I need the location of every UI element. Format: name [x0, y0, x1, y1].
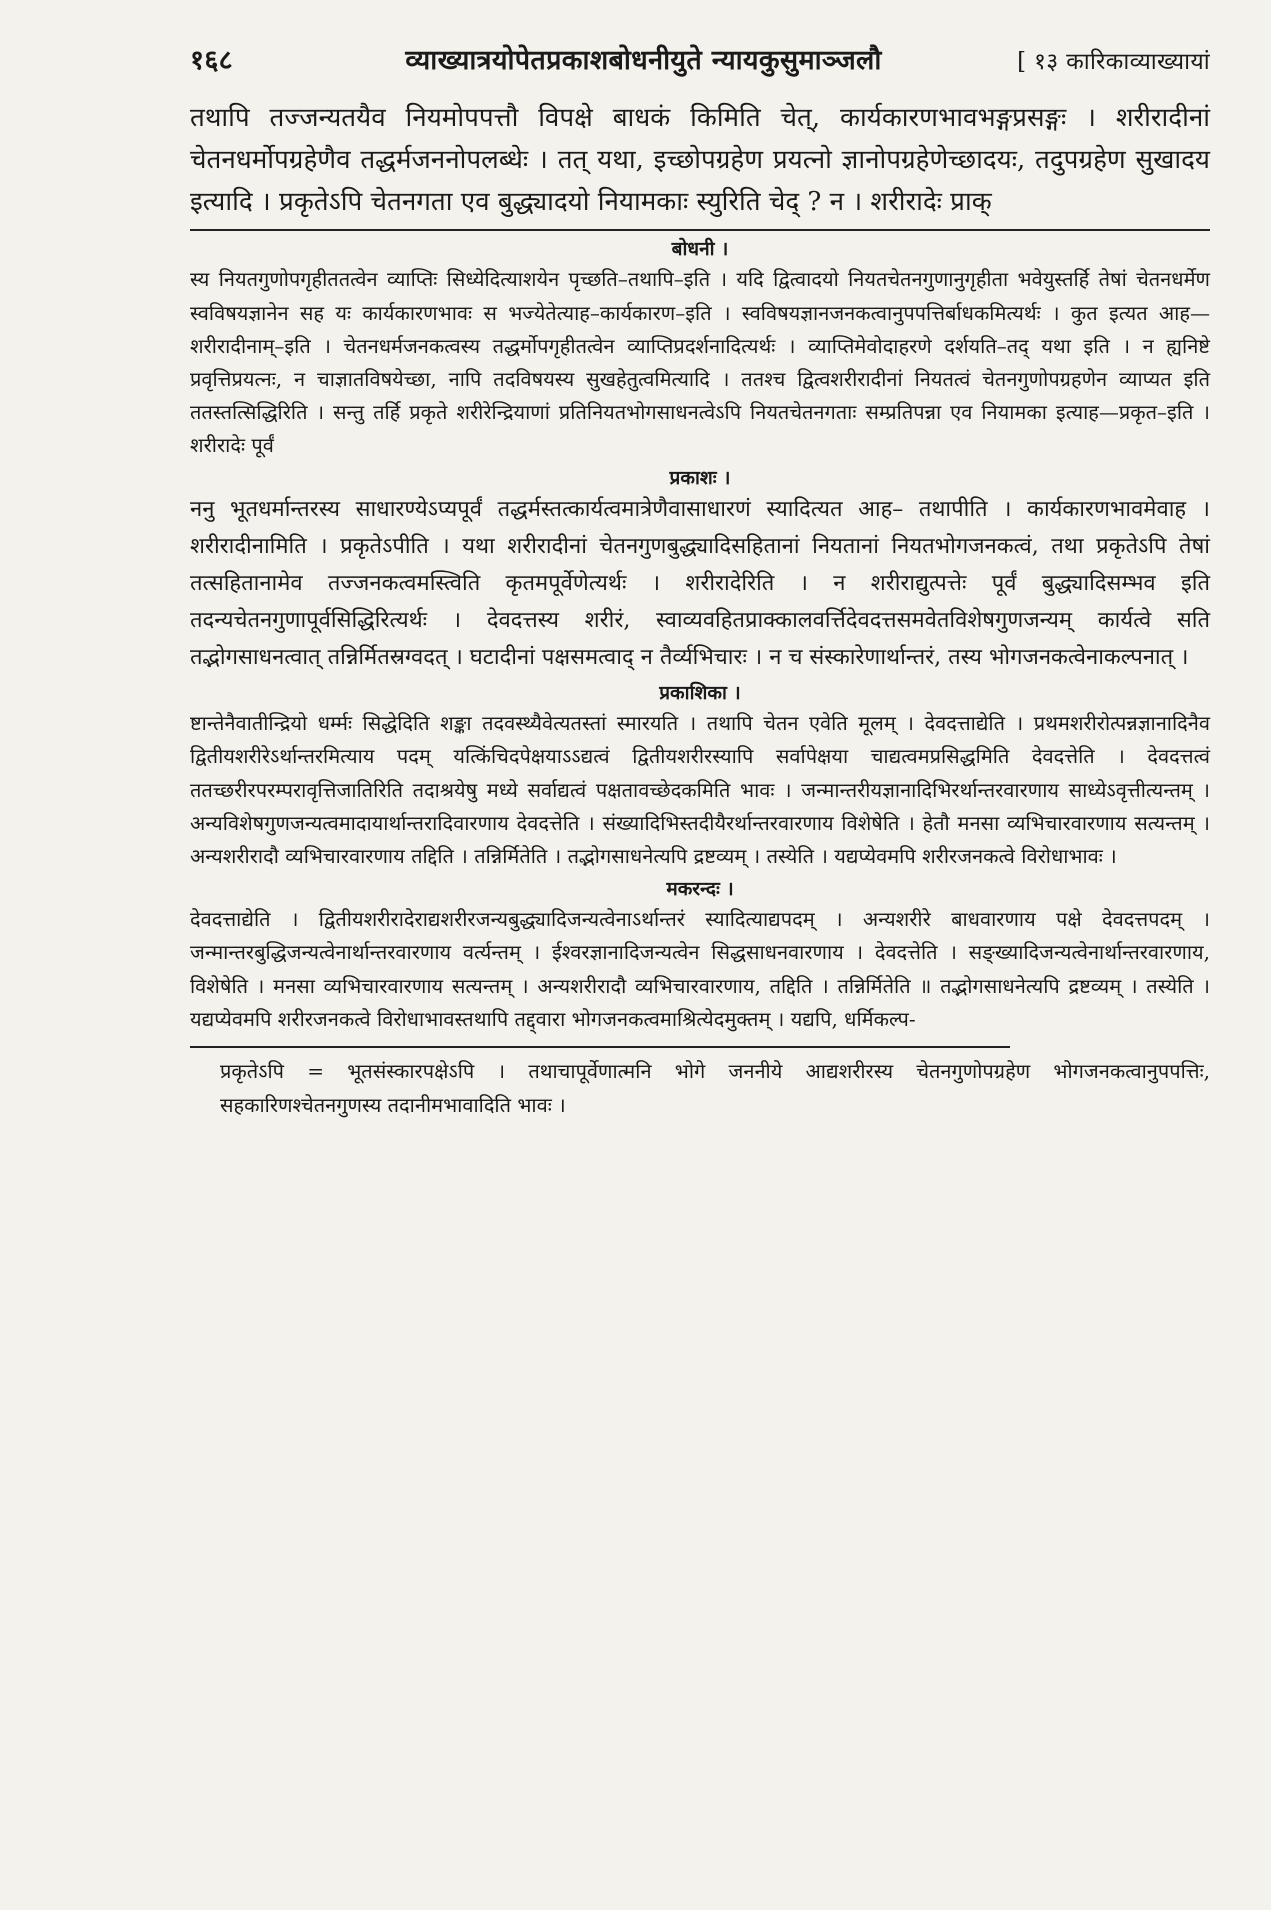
makaranda-text: देवदत्ताद्येति । द्वितीयशरीरादेराद्यशरीरजन्यबुद्ध्यादिजन्यत्वेनाऽर्थान्तरं स्यादित्याद्यपदम् । अन्यशरीरे बाधवारणाय पक्षे देवदत्तपदम् । जन्मान्तरबुद्धिजन्यत्वेनार्थान्तरवारणाय वर्त्यन्तम् । ईश्वरज्ञानादिजन्यत्वेन सिद्धसाधनवारणाय । देवदत्तेति । सङ्ख्यादिजन्यत्वेनार्थान्तरवारणाय, विशेषेति । मनसा व्यभिचारवारणाय सत्यन्तम् । अन्यशरीरादौ व्यभिचारवारणाय, तद्दिति । तन्निर्मितेति ॥ तद्भोगसाधनेत्यपि द्रष्टव्यम् । तस्येति । यद्यप्येवमपि शरीरजनकत्वे विरोधाभावस्तथापि तद्द्वारा भोगजनकत्वमाश्रित्येदमुक्तम् । यद्यपि, धर्मिकल्प- [190, 907, 1210, 1031]
book-title: व्याख्यात्रयोपेतप्रकाशबोधनीयुते न्यायकुसुमाञ्जलौ [405, 45, 882, 76]
section-label: [ १३ कारिकाव्याख्यायां [1017, 49, 1210, 75]
prakasha-text: ननु भूतधर्मान्तरस्य साधारण्येऽप्यपूर्वं तद्धर्मस्तत्कार्यत्वमात्रेणैवासाधारणं स्यादित्यत आह– तथापीति । कार्यकारणभावमेवाह । शरीरादीनामिति । प्रकृतेऽपीति । यथा शरीरादीनां चेतनगुणबुद्ध्यादिसहितानां नियतानां नियतभोगजनकत्वं, तथा प्रकृतेऽपि तेषां तत्सहितानामेव तज्जनकत्वमस्त्विति कृतमपूर्वेणेत्यर्थः । शरीरादेरिति । न शरीराद्युत्पत्तेः पूर्वं बुद्ध्यादिसम्भव इति तदन्यचेतनगुणापूर्वसिद्धिरित्यर्थः । देवदत्तस्य शरीरं, स्वाव्यवहितप्राक्कालवर्त्तिदेवदत्तसमवेतविशेषगुणजन्यम् कार्यत्वे सति तद्भोगसाधनत्वात् तन्निर्मितस्रग्वदत् । घटादीनां पक्षसमत्वाद् न तैर्व्यभिचारः । न च संस्कारेणार्थान्तरं, तस्य भोगजनकत्वेनाकल्पनात् । [190, 497, 1210, 671]
footnote: प्रकृतेऽपि = भूतसंस्कारपक्षेऽपि । तथाचापूर्वेणात्मनि भोगे जननीये आद्यशरीरस्य चेतनगुणोपग्रहेण भोगजनकत्वानुपपत्तिः, सहकारिणश्चेतनगुणस्य तदानीमभावादिति भावः । [220, 1058, 1210, 1117]
page [190, 40, 1210, 1122]
prakasha-heading: प्रकाशः । [669, 467, 731, 490]
prakashika-heading: प्रकाशिका । [659, 682, 741, 705]
bodhani-text: स्य नियतगुणोपगृहीततत्वेन व्याप्तिः सिध्येदित्याशयेन पृच्छति–तथापि–इति । यदि द्वित्वादयो नियतचेतनगुणानुगृहीता भवेयुस्तर्हि तेषां चेतनधर्मेण स्वविषयज्ञानेन सह यः कार्यकारणभावः स भज्येतेत्याह–कार्यकारण–इति । स्वविषयज्ञानजनकत्वानुपपत्तिर्बाधकमित्यर्थः । कुत इत्यत आह—शरीरादीनाम्–इति । चेतनधर्मजनकत्वस्य तद्धर्मोपगृहीतत्वेन व्याप्तिप्रदर्शनादित्यर्थः । व्याप्तिमेवोदाहरणे दर्शयति–तद् यथा इति । न ह्यनिष्टे प्रवृत्तिप्रयत्नः, न चाज्ञातविषयेच्छा, नापि तदविषयस्य सुखहेतुत्वमित्यादि । ततश्च द्वित्वशरीरादीनां नियतत्वं चेतनगुणोपग्रहणेन व्याप्यत इति ततस्तत्सिद्धिरिति । सन्तु तर्हि प्रकृते शरीरेन्द्रियाणां प्रतिनियतभोगसाधनत्वेऽपि नियतचेतनगताः सम्प्रतिपन्ना एव नियामका इत्याह—प्रकृत–इति । शरीरादेः पूर्वं [190, 267, 1210, 458]
prakashika-text: ष्टान्तेनैवातीन्द्रियो धर्म्मः सिद्धेदिति शङ्का तदवस्थ्यैवेत्यतस्तां स्मारयति । तथापि चेतन एवेति मूलम् । देवदत्ताद्येति । प्रथमशरीरोत्पन्नज्ञानादिनैव द्वितीयशरीरेऽर्थान्तरमित्याय पदम् यत्किंचिदपेक्षयाऽऽद्यत्वं द्वितीयशरीरस्यापि सर्वापेक्षया चाद्यत्वमप्रसिद्धमिति देवदत्तेति । देवदत्तत्वं ततच्छरीरपरम्परावृत्तिजातिरिति तदाश्रयेषु मध्ये सर्वाद्यत्वं पक्षतावच्छेदकमिति भावः । जन्मान्तरीयज्ञानादिभिरर्थान्तरवारणाय साध्येऽवृत्तीत्यन्तम् । अन्यविशेषगुणजन्यत्वमादायार्थान्तरादिवारणाय देवदत्तेति । संख्यादिभिस्तदीयैरर्थान्तरवारणाय विशेषेति । हेतौ मनसा व्यभिचारवारणाय सत्यन्तम् । अन्यशरीरादौ व्यभिचारवारणाय तद्दिति । तन्निर्मितेति । तद्भोगसाधनेत्यपि द्रष्टव्यम् । तस्येति । यद्यप्येवमपि शरीरजनकत्वे विरोधाभावः । [190, 711, 1210, 868]
page-header [190, 40, 1210, 77]
makaranda-heading: मकरन्दः । [666, 878, 734, 901]
footnote-divider [190, 1046, 1010, 1048]
main-text: तथापि तज्जन्यतयैव नियमोपपत्तौ विपक्षे बाधकं किमिति चेत्, कार्यकारणभावभङ्गप्रसङ्गः । शरीरादीनां चेतनधर्मोपग्रहेणैव तद्धर्मजननोपलब्धेः । तत् यथा, इच्छोपग्रहेण प्रयत्नो ज्ञानोपग्रहेणेच्छादयः, तदुपग्रहेण सुखादय इत्यादि । प्रकृतेऽपि चेतनगता एव बुद्ध्यादयो नियामकाः स्युरिति चेद् ? न । शरीरादेः प्राक् [190, 103, 1210, 218]
page-number: १६८ [190, 45, 234, 76]
divider [190, 229, 1210, 231]
bodhani-heading: बोधनी । [671, 238, 729, 261]
